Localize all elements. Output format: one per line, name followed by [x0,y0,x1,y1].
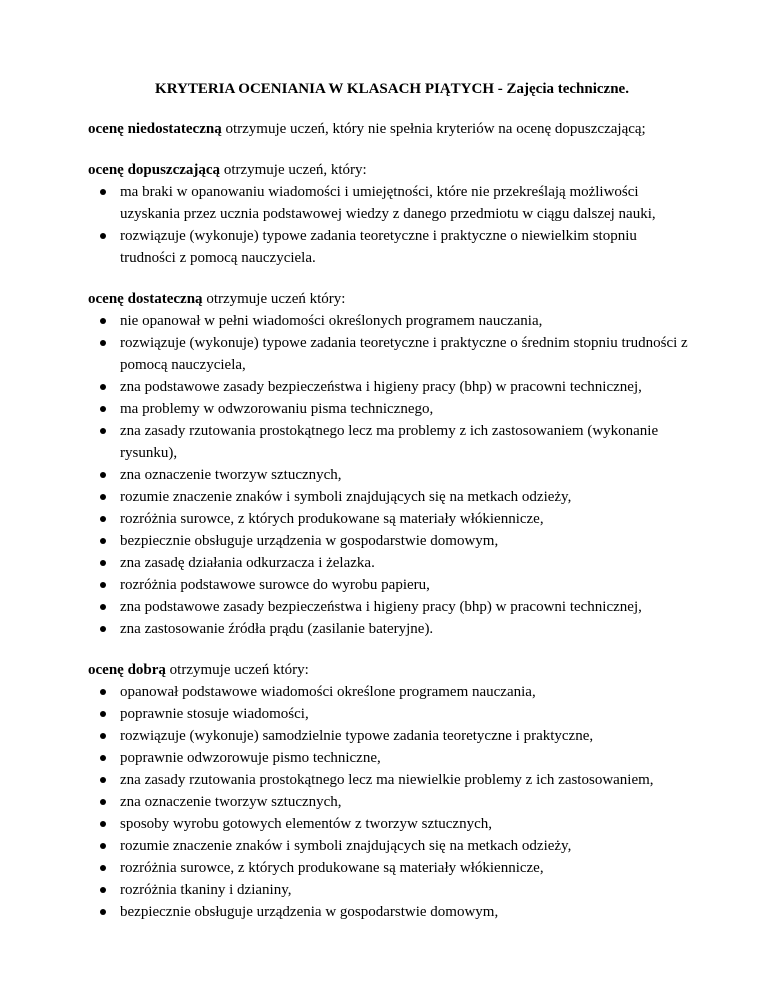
criteria-list [88,681,696,923]
bullet-icon [100,733,106,739]
list-item [88,464,696,486]
section-niedostateczna [88,118,696,140]
list-item [88,857,696,879]
list-item [88,835,696,857]
list-item [88,530,696,552]
bullet-icon [100,472,106,478]
criteria-list [88,181,696,269]
grade-label: ocenę dopuszczającą [88,162,221,178]
list-item-text: ma braki w opanowaniu wiadomości i umiejętności, które nie przekreślają możliwości uzyskania przez ucznia podstawowej wiedzy z danego przedmiotu w ciągu dalszej nauki, [120,184,656,222]
list-item-text: rozróżnia surowce, z których produkowane są materiały włókiennicze, [120,860,544,876]
bullet-icon [100,340,106,346]
bullet-icon [100,843,106,849]
list-item [88,574,696,596]
section-intro [88,118,696,140]
list-item-text: zna zasady rzutowania prostokątnego lecz ma niewielkie problemy z ich zastosowaniem, [120,772,654,788]
list-item [88,376,696,398]
intro-text: otrzymuje uczeń, który: [220,162,367,178]
list-item [88,332,696,376]
list-item-text: bezpiecznie obsługuje urządzenia w gospodarstwie domowym, [120,533,499,549]
list-item [88,420,696,464]
list-item-text: zna zasadę działania odkurzacza i żelazka. [120,555,375,571]
list-item-text: rozumie znaczenie znaków i symboli znajdujących się na metkach odzieży, [120,489,572,505]
list-item [88,703,696,725]
list-item-text: zna zastosowanie źródła prądu (zasilanie bateryjne). [120,621,434,637]
bullet-icon [100,189,106,195]
list-item [88,596,696,618]
document-page [88,78,696,942]
list-item [88,747,696,769]
list-item [88,813,696,835]
list-item [88,879,696,901]
bullet-icon [100,887,106,893]
bullet-icon [100,406,106,412]
list-item-text: zna podstawowe zasady bezpieczeństwa i higieny pracy (bhp) w pracowni technicznej, [120,379,642,395]
bullet-icon [100,582,106,588]
grade-label: ocenę dostateczną [88,291,203,307]
bullet-icon [100,711,106,717]
bullet-icon [100,538,106,544]
list-item-text: opanował podstawowe wiadomości określone programem nauczania, [120,684,536,700]
list-item-text: sposoby wyrobu gotowych elementów z tworzyw sztucznych, [120,816,492,832]
bullet-icon [100,755,106,761]
bullet-icon [100,909,106,915]
intro-text: otrzymuje uczeń który: [165,662,309,678]
list-item [88,681,696,703]
list-item [88,725,696,747]
list-item-text: zna oznaczenie tworzyw sztucznych, [120,794,342,810]
list-item-text: rozróżnia surowce, z których produkowane są materiały włókiennicze, [120,511,544,527]
list-item [88,508,696,530]
grade-label: ocenę niedostateczną [88,121,222,137]
list-item-text: zna oznaczenie tworzyw sztucznych, [120,467,342,483]
intro-text: otrzymuje uczeń który: [202,291,346,307]
intro-text: otrzymuje uczeń, który nie spełnia kryteriów na ocenę dopuszczającą; [221,121,646,137]
grade-label: ocenę dobrą [88,662,166,678]
list-item [88,225,696,269]
list-item-text: ma problemy w odwzorowaniu pisma technicznego, [120,401,434,417]
list-item-text: rozumie znaczenie znaków i symboli znajdujących się na metkach odzieży, [120,838,572,854]
list-item-text: poprawnie odwzorowuje pismo techniczne, [120,750,381,766]
list-item [88,181,696,225]
section-dopuszczajaca [88,159,696,269]
bullet-icon [100,604,106,610]
bullet-icon [100,428,106,434]
list-item-text: poprawnie stosuje wiadomości, [120,706,309,722]
list-item [88,618,696,640]
document-title: KRYTERIA OCENIANIA W KLASACH PIĄTYCH - Zajęcia techniczne. [155,81,629,97]
bullet-icon [100,318,106,324]
bullet-icon [100,560,106,566]
list-item [88,552,696,574]
list-item-text: rozwiązuje (wykonuje) samodzielnie typowe zadania teoretyczne i praktyczne, [120,728,594,744]
section-intro [88,659,696,681]
list-item [88,310,696,332]
bullet-icon [100,494,106,500]
list-item-text: zna podstawowe zasady bezpieczeństwa i higieny pracy (bhp) w pracowni technicznej, [120,599,642,615]
list-item [88,486,696,508]
bullet-icon [100,384,106,390]
list-item-text: nie opanował w pełni wiadomości określonych programem nauczania, [120,313,543,329]
bullet-icon [100,777,106,783]
list-item-text: rozwiązuje (wykonuje) typowe zadania teoretyczne i praktyczne o niewielkim stopniu trudności z pomocą nauczyciela. [120,228,637,266]
list-item-text: rozróżnia podstawowe surowce do wyrobu papieru, [120,577,430,593]
list-item-text: rozróżnia tkaniny i dzianiny, [120,882,292,898]
section-intro [88,288,696,310]
list-item [88,398,696,420]
list-item [88,901,696,923]
bullet-icon [100,689,106,695]
criteria-list [88,310,696,640]
list-item [88,791,696,813]
bullet-icon [100,799,106,805]
bullet-icon [100,626,106,632]
section-dobra [88,659,696,923]
section-dostateczna [88,288,696,640]
list-item-text: zna zasady rzutowania prostokątnego lecz ma problemy z ich zastosowaniem (wykonanie rysunku), [120,423,659,461]
bullet-icon [100,865,106,871]
list-item [88,769,696,791]
list-item-text: rozwiązuje (wykonuje) typowe zadania teoretyczne i praktyczne o średnim stopniu trudności z pomocą nauczyciela, [120,335,688,373]
list-item-text: bezpiecznie obsługuje urządzenia w gospodarstwie domowym, [120,904,499,920]
bullet-icon [100,516,106,522]
bullet-icon [100,233,106,239]
section-intro [88,159,696,181]
bullet-icon [100,821,106,827]
